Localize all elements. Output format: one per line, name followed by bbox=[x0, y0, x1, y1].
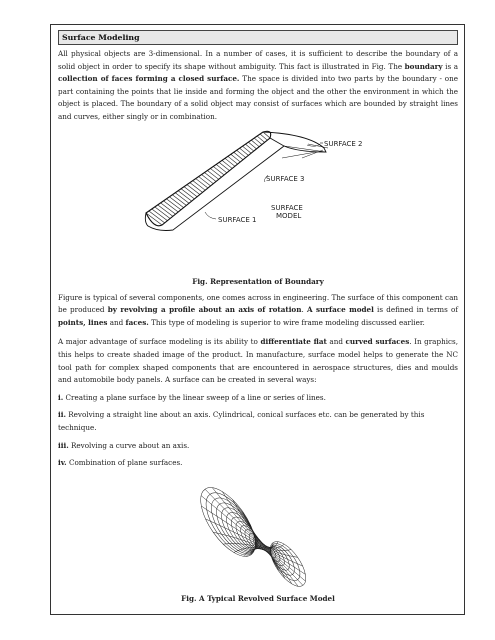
text: This type of modeling is superior to wire frame modeling discussed earlier. bbox=[148, 317, 425, 327]
revolved-wireframe bbox=[190, 479, 312, 592]
bold-term: boundary bbox=[404, 61, 443, 71]
text: Figure is typical of several components, one comes across in engineering. The surface of this component can be produced bbox=[58, 292, 458, 315]
text: and bbox=[326, 337, 346, 347]
paragraph-boundary bbox=[58, 48, 458, 124]
label-model-line2: MODEL bbox=[276, 211, 302, 220]
text: A major advantage of surface modeling is its ability to bbox=[58, 337, 261, 347]
end-cap bbox=[263, 132, 326, 152]
surface-edge bbox=[145, 138, 284, 231]
leader-surface1 bbox=[205, 212, 216, 219]
list-number: iv. bbox=[58, 458, 67, 468]
document-content bbox=[58, 30, 458, 602]
surface-model-illustration bbox=[58, 130, 458, 276]
bold-term: A surface model bbox=[306, 305, 374, 315]
bold-term: points, lines bbox=[58, 317, 108, 327]
text: The space is divided into two parts by the boundary - one part containing the points that lie inside and forming the object and the other the environment in which the object is placed. The boundary of a solid object may consist of surfaces which are bounded by straight lines and curves, either singly or in combination. bbox=[58, 74, 458, 121]
label-surface2: SURFACE 2 bbox=[324, 139, 363, 148]
bold-term: by revolving a profile about an axis of rotation bbox=[107, 305, 302, 315]
bold-term: faces. bbox=[125, 317, 149, 327]
list-number: iii. bbox=[58, 440, 69, 450]
list-text: Combination of plane surfaces. bbox=[66, 458, 183, 468]
figure-surface-model bbox=[58, 130, 458, 276]
list-text: Revolving a curve about an axis. bbox=[68, 440, 190, 450]
label-model-line1: SURFACE bbox=[271, 203, 303, 212]
bold-term: collection of faces forming a closed surface. bbox=[58, 74, 240, 84]
revolved-surface-illustration bbox=[58, 472, 458, 602]
paragraph-advantage bbox=[58, 336, 458, 386]
text: is defined in terms of bbox=[373, 305, 458, 315]
bold-term: curved surfaces bbox=[345, 337, 410, 347]
label-surface1: SURFACE 1 bbox=[218, 215, 257, 224]
text: . bbox=[301, 305, 307, 315]
list-number: i. bbox=[58, 392, 64, 402]
figure2-caption: Fig. A Typical Revolved Surface Model bbox=[181, 594, 335, 603]
text: All physical objects are 3-dimensional. In a number of cases, it is sufficient to describe the boundary of a solid object in order to specify its shape without ambiguity. This fact is illustrated in Fig. The bbox=[58, 49, 458, 71]
list-text: Creating a plane surface by the linear sweep of a line or series of lines. bbox=[63, 392, 326, 402]
list-number: ii. bbox=[58, 410, 66, 420]
list-text: Revolving a straight line about an axis. Cylindrical, conical surfaces etc. can be generated by this technique. bbox=[58, 410, 425, 432]
figure-revolved-surface bbox=[58, 472, 458, 602]
ribbed-surface bbox=[146, 132, 270, 225]
section-heading: Surface Modeling bbox=[58, 30, 458, 45]
label-surface3: SURFACE 3 bbox=[266, 174, 305, 183]
list-item bbox=[58, 392, 458, 405]
text: is a bbox=[442, 61, 459, 71]
text: . In graphics, this helps to create shaded image of the product. In manufacture, surface model helps to generate the NC tool path for complex shaped components that are encountered in aerospace structures, dies and moulds and automobile body panels. A surface can be created in several ways: bbox=[58, 337, 458, 385]
figure1-caption: Fig. Representation of Boundary bbox=[192, 276, 324, 286]
list-item bbox=[58, 457, 458, 470]
list-item bbox=[58, 440, 458, 453]
text: and bbox=[107, 317, 126, 327]
paragraph-surface-model bbox=[58, 292, 458, 330]
bold-term: differentiate flat bbox=[260, 337, 327, 347]
list-item bbox=[58, 409, 458, 434]
